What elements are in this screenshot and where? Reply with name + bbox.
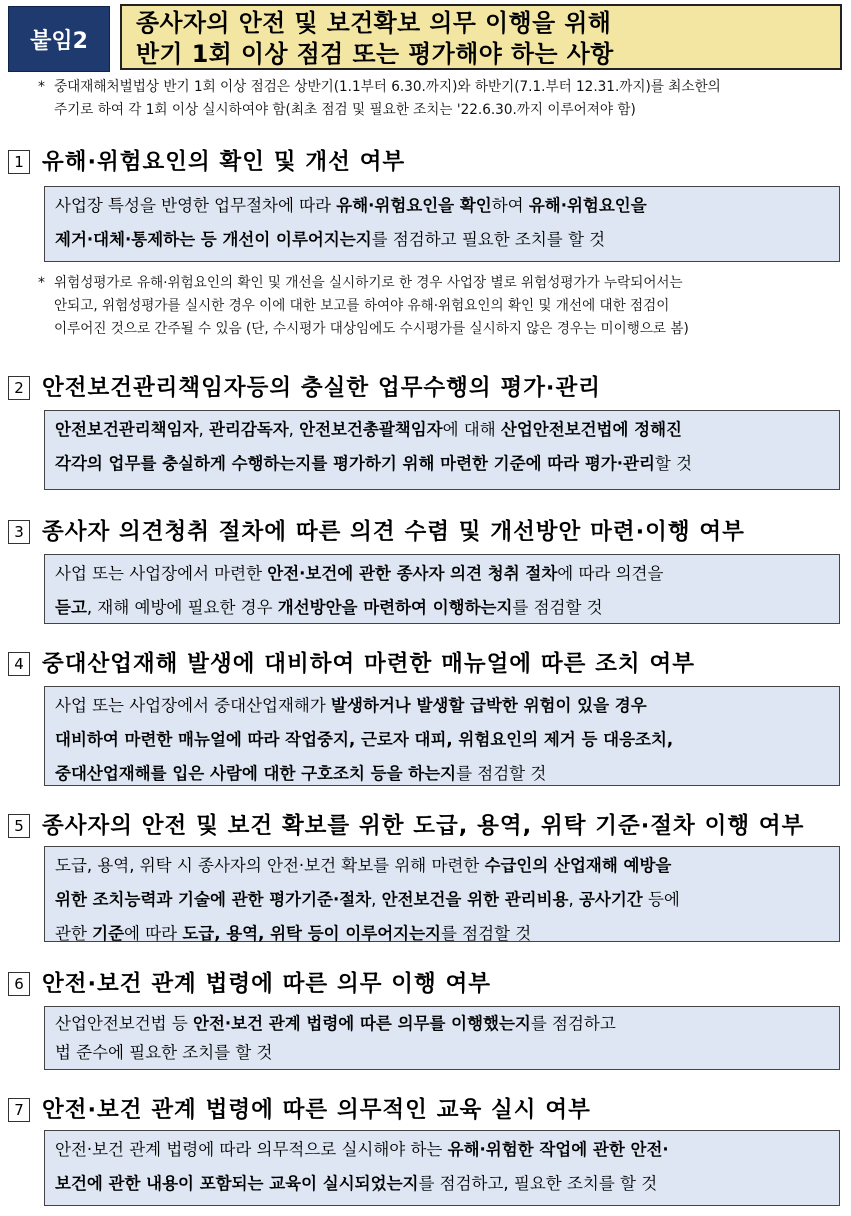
section-3-box — [44, 554, 840, 624]
section-number: 7 — [8, 1098, 30, 1122]
text: 를 점검하고 — [530, 1014, 616, 1033]
text: 도급, 용역, 위탁 시 종사자의 안전·보건 확보를 위해 마련한 — [55, 856, 485, 875]
text: 사업 또는 사업장에서 마련한 — [55, 564, 268, 583]
section-7-line-1 — [55, 1133, 829, 1167]
note-asterisk: * — [38, 79, 45, 95]
text: , — [288, 420, 300, 439]
section-1-line-2 — [55, 223, 829, 257]
bold-text: 개선방안을 마련하여 이행하는지 — [277, 598, 513, 617]
section-1-note-line-1: 위험성평가로 유해·위험요인의 확인 및 개선을 실시하기로 한 경우 사업장 별로 위험성평가가 누락되어서는 — [54, 275, 683, 291]
section-1-heading — [8, 144, 405, 176]
bold-text: 수급인의 산업재해 예방을 — [484, 856, 672, 875]
section-6-line-2 — [55, 1038, 829, 1067]
bold-text: 안전보건관리책임자 — [55, 420, 199, 439]
text: 관한 — [55, 924, 93, 943]
section-number: 3 — [8, 520, 30, 544]
bold-text: 도급, 용역, 위탁 등이 이루어지는지 — [182, 924, 441, 943]
page-header — [8, 4, 844, 72]
bold-text: 위한 조치능력과 기술에 관한 평가기준·절차 — [55, 890, 372, 909]
section-6-heading — [8, 966, 491, 998]
text: 안전·보건 관계 법령에 따라 의무적으로 실시해야 하는 — [55, 1140, 448, 1159]
text: 산업안전보건법 등 — [55, 1014, 194, 1033]
bold-text: 유해·위험한 작업에 관한 안전· — [447, 1140, 669, 1159]
section-5-line-2 — [55, 883, 829, 917]
section-2-box — [44, 410, 840, 490]
bold-text: 안전·보건에 관한 종사자 의견 청취 절차 — [267, 564, 558, 583]
bold-text: 대비하여 마련한 매뉴얼에 따라 작업중지, 근로자 대피, 위험요인의 제거 등 대응조치, — [55, 730, 674, 749]
section-3-line-1 — [55, 557, 829, 591]
section-2-line-1 — [55, 413, 829, 447]
bold-text: 제거·대체·통제하는 등 개선이 이루어지는지 — [55, 230, 372, 249]
text: 를 점검할 것 — [512, 598, 603, 617]
section-5-box — [44, 846, 840, 942]
text: , — [371, 890, 382, 909]
section-5-line-3 — [55, 917, 829, 951]
section-title: 안전보건관리책임자등의 충실한 업무수행의 평가·관리 — [42, 375, 601, 401]
text: 에 대해 — [442, 420, 501, 439]
section-1-note — [38, 272, 709, 341]
text: 사업 또는 사업장에서 중대산업재해가 — [55, 696, 332, 715]
text: 하여 — [491, 196, 529, 215]
top-note — [38, 76, 741, 122]
bold-text: 듣고 — [55, 598, 87, 617]
section-title: 중대산업재해 발생에 대비하여 마련한 매뉴얼에 따른 조치 여부 — [42, 651, 695, 677]
section-number: 6 — [8, 972, 30, 996]
section-7-line-2 — [55, 1167, 829, 1201]
section-title: 종사자 의견청취 절차에 따른 의견 수렴 및 개선방안 마련·이행 여부 — [42, 519, 745, 545]
text: 등에 — [642, 890, 680, 909]
section-4-line-1 — [55, 689, 829, 723]
section-1-note-line-2: 안되고, 위험성평가를 실시한 경우 이에 대한 보고를 하여야 유해·위험요인의 확인 및 개선에 대한 점검이 — [54, 298, 670, 314]
section-number: 1 — [8, 150, 30, 174]
note-asterisk: * — [38, 275, 45, 291]
section-4-line-2 — [55, 723, 829, 757]
section-number: 5 — [8, 814, 30, 838]
section-1-note-line-3: 이루어진 것으로 간주될 수 있음 (단, 수시평가 대상임에도 수시평가를 실시하지 않은 경우는 미이행으로 봄) — [54, 321, 689, 337]
section-1-box — [44, 186, 840, 262]
section-title: 안전·보건 관계 법령에 따른 의무적인 교육 실시 여부 — [42, 1097, 591, 1123]
text: 사업장 특성을 반영한 업무절차에 따라 — [55, 196, 337, 215]
text: , — [198, 420, 209, 439]
section-6-box — [44, 1006, 840, 1070]
top-note-line-2: 주기로 하여 각 1회 이상 실시하여야 함(최초 점검 및 필요한 조치는 '22.6.30.까지 이루어져야 함) — [54, 102, 636, 118]
section-1-line-1 — [55, 189, 829, 223]
bold-text: 각각의 업무를 충실하게 수행하는지를 평가하기 위해 마련한 기준에 따라 평가·관리 — [55, 454, 655, 473]
bold-text: 산업안전보건법에 정해진 — [500, 420, 682, 439]
section-2-line-2 — [55, 447, 829, 481]
section-number: 2 — [8, 376, 30, 400]
document-title — [120, 4, 842, 70]
text: 에 따라 의견을 — [557, 564, 664, 583]
bold-text: 공사기간 — [578, 890, 643, 909]
title-line-1: 종사자의 안전 및 보건확보 의무 이행을 위해 — [136, 9, 612, 37]
text: 에 따라 — [124, 924, 183, 943]
text: 할 것 — [654, 454, 693, 473]
bold-text: 관리감독자 — [208, 420, 289, 439]
section-5-heading — [8, 808, 804, 840]
text: 를 점검할 것 — [456, 764, 547, 783]
text: , — [568, 890, 579, 909]
section-title: 종사자의 안전 및 보건 확보를 위한 도급, 용역, 위탁 기준·절차 이행 여부 — [42, 813, 805, 839]
text: , 재해 예방에 필요한 경우 — [86, 598, 278, 617]
text: 법 준수에 필요한 조치를 할 것 — [55, 1043, 273, 1062]
section-2-heading — [8, 370, 601, 402]
bold-text: 중대산업재해를 입은 사람에 대한 구호조치 등을 하는지 — [55, 764, 457, 783]
title-line-2: 반기 1회 이상 점검 또는 평가해야 하는 사항 — [136, 40, 614, 68]
text: 를 점검할 것 — [441, 924, 532, 943]
section-3-line-2 — [55, 591, 829, 625]
section-6-line-1 — [55, 1009, 829, 1038]
bold-text: 유해·위험요인을 확인 — [336, 196, 492, 215]
section-4-heading — [8, 646, 695, 678]
attachment-badge: 붙임2 — [8, 6, 110, 72]
bold-text: 기준 — [92, 924, 125, 943]
section-5-line-1 — [55, 849, 829, 883]
bold-text: 안전보건을 위한 관리비용 — [381, 890, 569, 909]
bold-text: 안전·보건 관계 법령에 따른 의무를 이행했는지 — [193, 1014, 531, 1033]
text: 를 점검하고, 필요한 조치를 할 것 — [418, 1174, 658, 1193]
section-3-heading — [8, 514, 745, 546]
bold-text: 안전보건총괄책임자 — [299, 420, 443, 439]
section-7-heading — [8, 1092, 591, 1124]
section-4-line-3 — [55, 757, 829, 791]
text: 를 점검하고 필요한 조치를 할 것 — [371, 230, 606, 249]
section-title: 안전·보건 관계 법령에 따른 의무 이행 여부 — [42, 971, 492, 997]
top-note-line-1: 중대재해처벌법상 반기 1회 이상 점검은 상반기(1.1부터 6.30.까지)와 하반기(7.1.부터 12.31.까지)를 최소한의 — [54, 79, 721, 95]
bold-text: 발생하거나 발생할 급박한 위험이 있을 경우 — [331, 696, 647, 715]
bold-text: 보건에 관한 내용이 포함되는 교육이 실시되었는지 — [55, 1174, 419, 1193]
section-title: 유해·위험요인의 확인 및 개선 여부 — [42, 149, 406, 175]
section-number: 4 — [8, 652, 30, 676]
section-4-box — [44, 686, 840, 786]
bold-text: 유해·위험요인을 — [528, 196, 647, 215]
section-7-box — [44, 1130, 840, 1206]
